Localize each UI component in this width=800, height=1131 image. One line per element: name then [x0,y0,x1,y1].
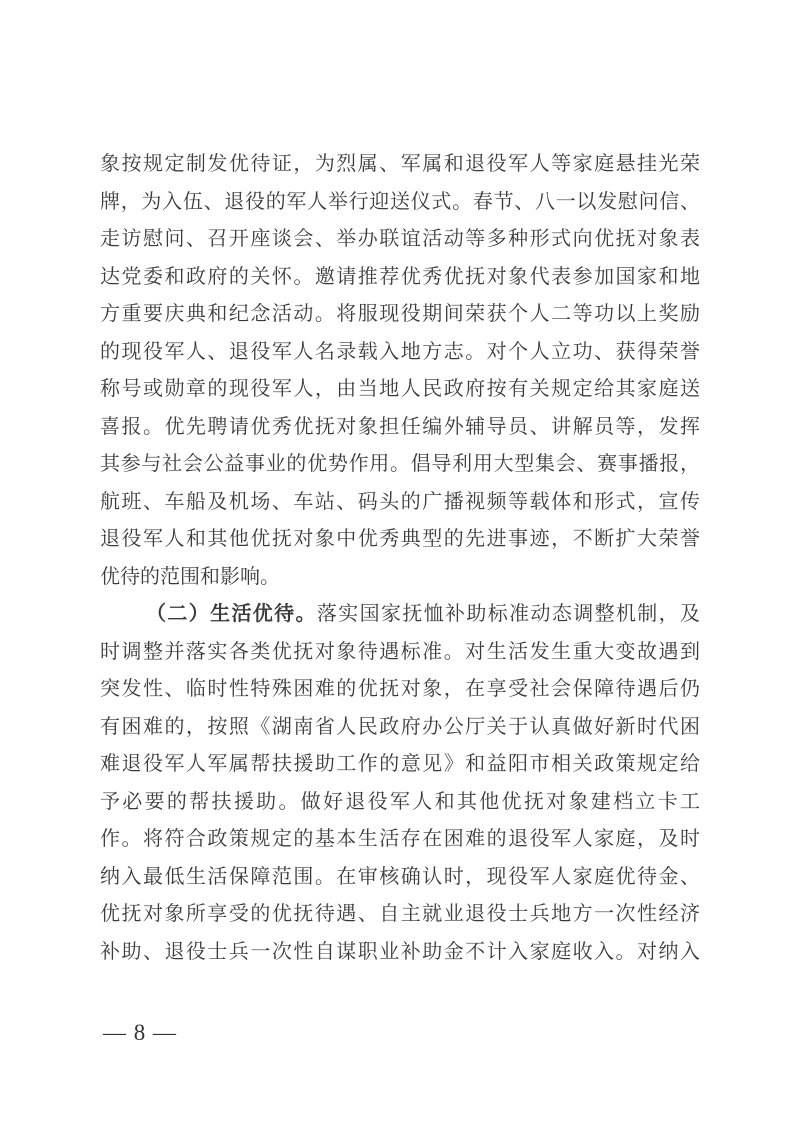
body-text: 时调整并落实各类优抚对象待遇标准。对生活发生重大变故遇到 [100,640,700,663]
body-text: 难退役军人军属帮扶援助工作的意见》和益阳市相关政策规定给 [100,753,700,775]
text-line [100,371,700,409]
text-line [100,146,700,184]
text-line [100,821,700,859]
text-line [100,559,700,597]
text-line [100,409,700,447]
body-text: 牌，为入伍、退役的军人举行迎送仪式。春节、八一以发慰问信、 [100,190,700,213]
body-text: 其参与社会公益事业的优势作用。倡导利用大型集会、赛事播报， [100,453,700,475]
text-line [100,221,700,259]
text-line [100,746,700,784]
body-text: 补助、退役士兵一次性自谋职业补助金不计入家庭收入。对纳入 [100,940,700,963]
body-text: 喜报。优先聘请优秀优抚对象担任编外辅导员、讲解员等，发挥 [100,415,700,438]
body-text: 突发性、临时性特殊困难的优抚对象，在享受社会保障待遇后仍 [100,678,700,700]
text-line [100,334,700,372]
body-text: 作。将符合政策规定的基本生活存在困难的退役军人家庭，及时 [100,828,700,850]
body-text: 退役军人和其他优抚对象中优秀典型的先进事迹，不断扩大荣誉 [100,528,700,550]
text-line [100,784,700,822]
body-text: 优抚对象所享受的优抚待遇、自主就业退役士兵地方一次性经济 [100,903,700,925]
body-text: 的现役军人、退役军人名录载入地方志。对个人立功、获得荣誉 [100,340,700,363]
text-line [100,484,700,522]
text-line [100,596,700,634]
text-line [100,671,700,709]
body-text: 方重要庆典和纪念活动。将服现役期间荣获个人二等功以上奖励 [100,303,700,325]
text-line [100,184,700,222]
body-text: 走访慰问、召开座谈会、举办联谊活动等多种形式向优抚对象表 [100,228,700,250]
text-line [100,259,700,297]
body-text: 落实国家抚恤补助标准动态调整机制，及 [316,603,701,625]
page-number: — 8 — [103,1020,177,1045]
body-text: 优待的范围和影响。 [100,565,280,588]
text-line [100,709,700,747]
body-text: 航班、车船及机场、车站、码头的广播视频等载体和形式，宣传 [100,490,700,513]
text-line [100,521,700,559]
body-text: 达党委和政府的关怀。邀请推荐优秀优抚对象代表参加国家和地 [100,265,700,288]
text-line [100,896,700,934]
body-text: 称号或勋章的现役军人，由当地人民政府按有关规定给其家庭送 [100,378,700,400]
text-line [100,446,700,484]
text-line [100,634,700,672]
text-line [100,934,700,972]
body-text: 予必要的帮扶援助。做好退役军人和其他优抚对象建档立卡工 [100,790,700,813]
section-heading: （二）生活优待。 [146,603,317,625]
document-body [100,146,700,971]
text-line [100,859,700,897]
body-text: 纳入最低生活保障范围。在审核确认时，现役军人家庭优待金、 [100,865,700,888]
body-text: 有困难的，按照《湖南省人民政府办公厅关于认真做好新时代困 [100,715,700,738]
body-text: 象按规定制发优待证，为烈属、军属和退役军人等家庭悬挂光荣 [100,153,700,175]
text-line [100,296,700,334]
